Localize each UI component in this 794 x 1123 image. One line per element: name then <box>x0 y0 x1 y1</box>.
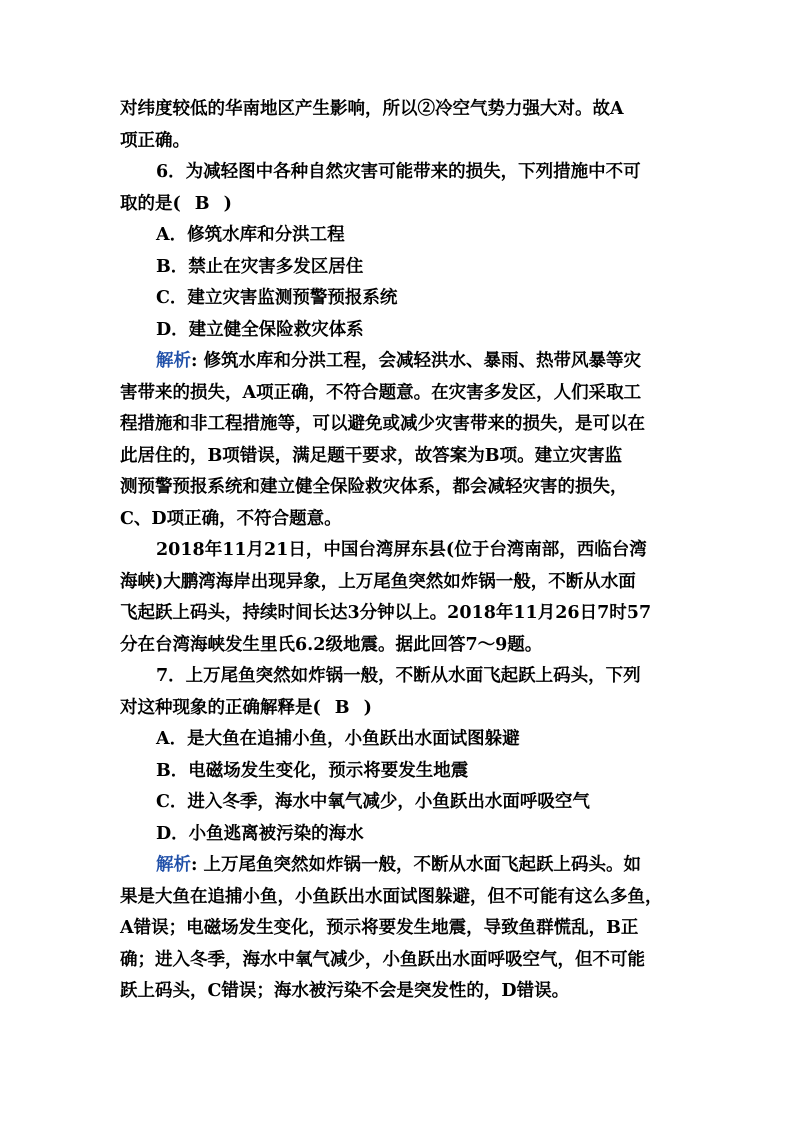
analysis-6-line: 解析: 修筑水库和分洪工程，会减轻洪水、暴雨、热带风暴等灾 <box>156 351 642 371</box>
analysis-7-line: 跃上码头，C错误；海水被污染不会是突发性的，D错误。 <box>120 981 570 1001</box>
question-7-option-b: B．电磁场发生变化，预示将要发生地震 <box>156 761 469 781</box>
text-line: 对纬度较低的华南地区产生影响，所以②冷空气势力强大对。故A <box>120 99 624 119</box>
analysis-7-line: 果是大鱼在追捕小鱼，小鱼跃出水面试图躲避，但不可能有这么多鱼， <box>120 887 663 907</box>
material-line: 飞起跃上码头，持续时间长达3分钟以上。2018年11月26日7时57 <box>120 603 652 623</box>
question-7-stem: 7．上万尾鱼突然如炸锅一般，不断从水面飞起跃上码头，下列 <box>156 666 641 686</box>
question-6-option-b: B．禁止在灾害多发区居住 <box>156 257 364 277</box>
text-line: 项正确。 <box>120 131 190 151</box>
question-6-answer: B <box>194 194 210 214</box>
question-6-option-c: C．建立灾害监测预警预报系统 <box>156 288 398 308</box>
question-6-stem-end: 取的是( B ) <box>120 189 232 219</box>
material-line: 海峡)大鹏湾海岸出现异象，上万尾鱼突然如炸锅一般，不断从水面 <box>120 572 636 592</box>
analysis-7-line: A错误；电磁场发生变化，预示将要发生地震，导致鱼群慌乱，B正 <box>120 918 639 938</box>
analysis-6-line: C、D项正确，不符合题意。 <box>120 509 342 529</box>
question-7-stem-end: 对这种现象的正确解释是( B ) <box>120 693 372 723</box>
question-6-option-a: A．修筑水库和分洪工程 <box>156 225 345 245</box>
question-6-stem: 6．为减轻图中各种自然灾害可能带来的损失，下列措施中不可 <box>156 162 641 182</box>
analysis-label: 解析 <box>156 855 191 875</box>
analysis-7-line: 确；进入冬季，海水中氧气减少，小鱼跃出水面呼吸空气，但不可能 <box>120 950 645 970</box>
question-7-option-c: C．进入冬季，海水中氧气减少，小鱼跃出水面呼吸空气 <box>156 792 590 812</box>
analysis-6-line: 测预警预报系统和建立健全保险救灾体系，都会减轻灾害的损失， <box>120 477 628 497</box>
question-7-option-a: A．是大鱼在追捕小鱼，小鱼跃出水面试图躲避 <box>156 729 520 749</box>
analysis-label: 解析 <box>156 351 191 371</box>
material-line: 2018年11月21日，中国台湾屏东县(位于台湾南部，西临台湾 <box>156 540 647 560</box>
analysis-7-line: 解析: 上万尾鱼突然如炸锅一般，不断从水面飞起跃上码头。如 <box>156 855 642 875</box>
analysis-6-line: 此居住的，B项错误，满足题干要求，故答案为B项。建立灾害监 <box>120 446 623 466</box>
question-7-answer: B <box>334 698 350 718</box>
analysis-6-line: 害带来的损失，A项正确，不符合题意。在灾害多发区，人们采取工 <box>120 383 642 403</box>
material-line: 分在台湾海峡发生里氏6.2级地震。据此回答7～9题。 <box>120 635 543 655</box>
analysis-6-line: 程措施和非工程措施等，可以避免或减少灾害带来的损失，是可以在 <box>120 414 645 434</box>
question-7-option-d: D．小鱼逃离被污染的海水 <box>156 824 364 844</box>
question-6-option-d: D．建立健全保险救灾体系 <box>156 320 364 340</box>
